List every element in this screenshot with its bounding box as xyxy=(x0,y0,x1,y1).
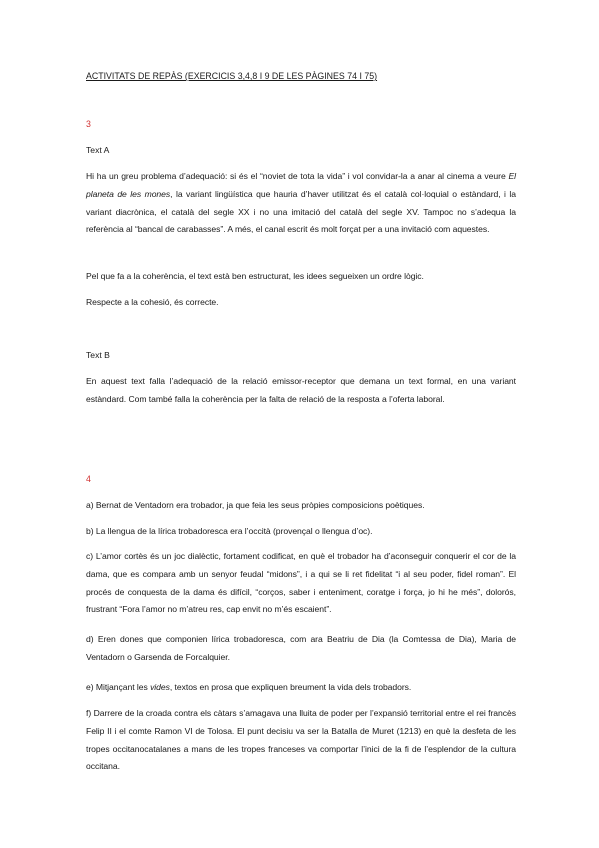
answer-c: c) L’amor cortès és un joc dialèctic, fortament codificat, en què el trobador ha d’aconseguir conquerir el cor de la dama, que es compara amb un senyor feudal “midons”, i a qui se li ret fidelitat “i al seu poder, fidel roman”. El procés de conquesta de la dama és difícil, “corços, saber i enteniment, coratge i força, jo hi he més”, dolorós, frustrant “Fora l’amor no m’atreu res, cap envit no m’és escaient”. xyxy=(86,551,516,615)
answer-d: d) Eren dones que componien lírica trobadoresca, com ara Beatriu de Dia (la Comtessa de Dia), Maria de Ventadorn o Garsenda de Forcalquier. xyxy=(86,634,516,662)
document-title: ACTIVITATS DE REPÀS (EXERCICIS 3,4,8 I 9 DE LES PÀGINES 74 I 75) xyxy=(86,71,378,81)
exercise-number-4: 4 xyxy=(86,474,91,484)
exercise-number-3: 3 xyxy=(86,119,91,129)
answer-b: b) La llengua de la lírica trobadoresca era l’occità (provençal o llengua d’oc). xyxy=(86,526,373,536)
text-b-paragraph: En aquest text falla l’adequació de la relació emissor-receptor que demana un text formal, en una variant estàndard. Com també falla la coherència per la falta de relació de la resposta a l’oferta laboral. xyxy=(86,376,516,404)
text-a-p1-end: , la variant lingüística que hauria d’haver utilitzat és el català col·loquial o estàndard, i la variant diacrònica, el català del segle XX i no una imitació del català del segle XV. Tampoc no s’adequa la referència al “bancal de carabasses”. A més, el canal escrit és molt forçat per a una invitació com aquestes. xyxy=(86,188,516,235)
answer-e-italic: vides xyxy=(150,682,170,692)
answer-e-start: e) Mitjançant les xyxy=(86,682,151,692)
text-a-paragraph-3: Respecte a la cohesió, és correcte. xyxy=(86,297,219,307)
text-a-p1-start: Hi ha un greu problema d’adequació: si és el “noviet de tota la vida” i vol convidar-la a anar al cinema a veure xyxy=(86,171,509,181)
text-b-heading: Text B xyxy=(86,350,110,360)
text-a-heading: Text A xyxy=(86,145,110,155)
film-title: El planeta de les mones xyxy=(86,171,516,199)
answer-a: a) Bernat de Ventadorn era trobador, ja que feia les seus pròpies composicions poètiques. xyxy=(86,500,425,510)
answer-e xyxy=(86,679,516,697)
text-a-paragraph-2: Pel que fa a la coherència, el text està ben estructurat, les idees segueixen un ordre lògic. xyxy=(86,271,424,281)
text-a-paragraph-1 xyxy=(86,168,516,239)
answer-e-end: , textos en prosa que expliquen breument la vida dels trobadors. xyxy=(169,682,412,692)
answer-f: f) Darrere de la croada contra els càtars s’amagava una lluita de poder per l’expansió territorial entre el rei francès Felip II i el comte Ramon VI de Tolosa. El punt decisiu va ser la Batalla de Muret (1213) en què la desfeta de les tropes occitanocatalanes a mans de les tropes franceses va comportar l’inici de la fi de l’esplendor de la cultura occitana. xyxy=(86,708,516,772)
